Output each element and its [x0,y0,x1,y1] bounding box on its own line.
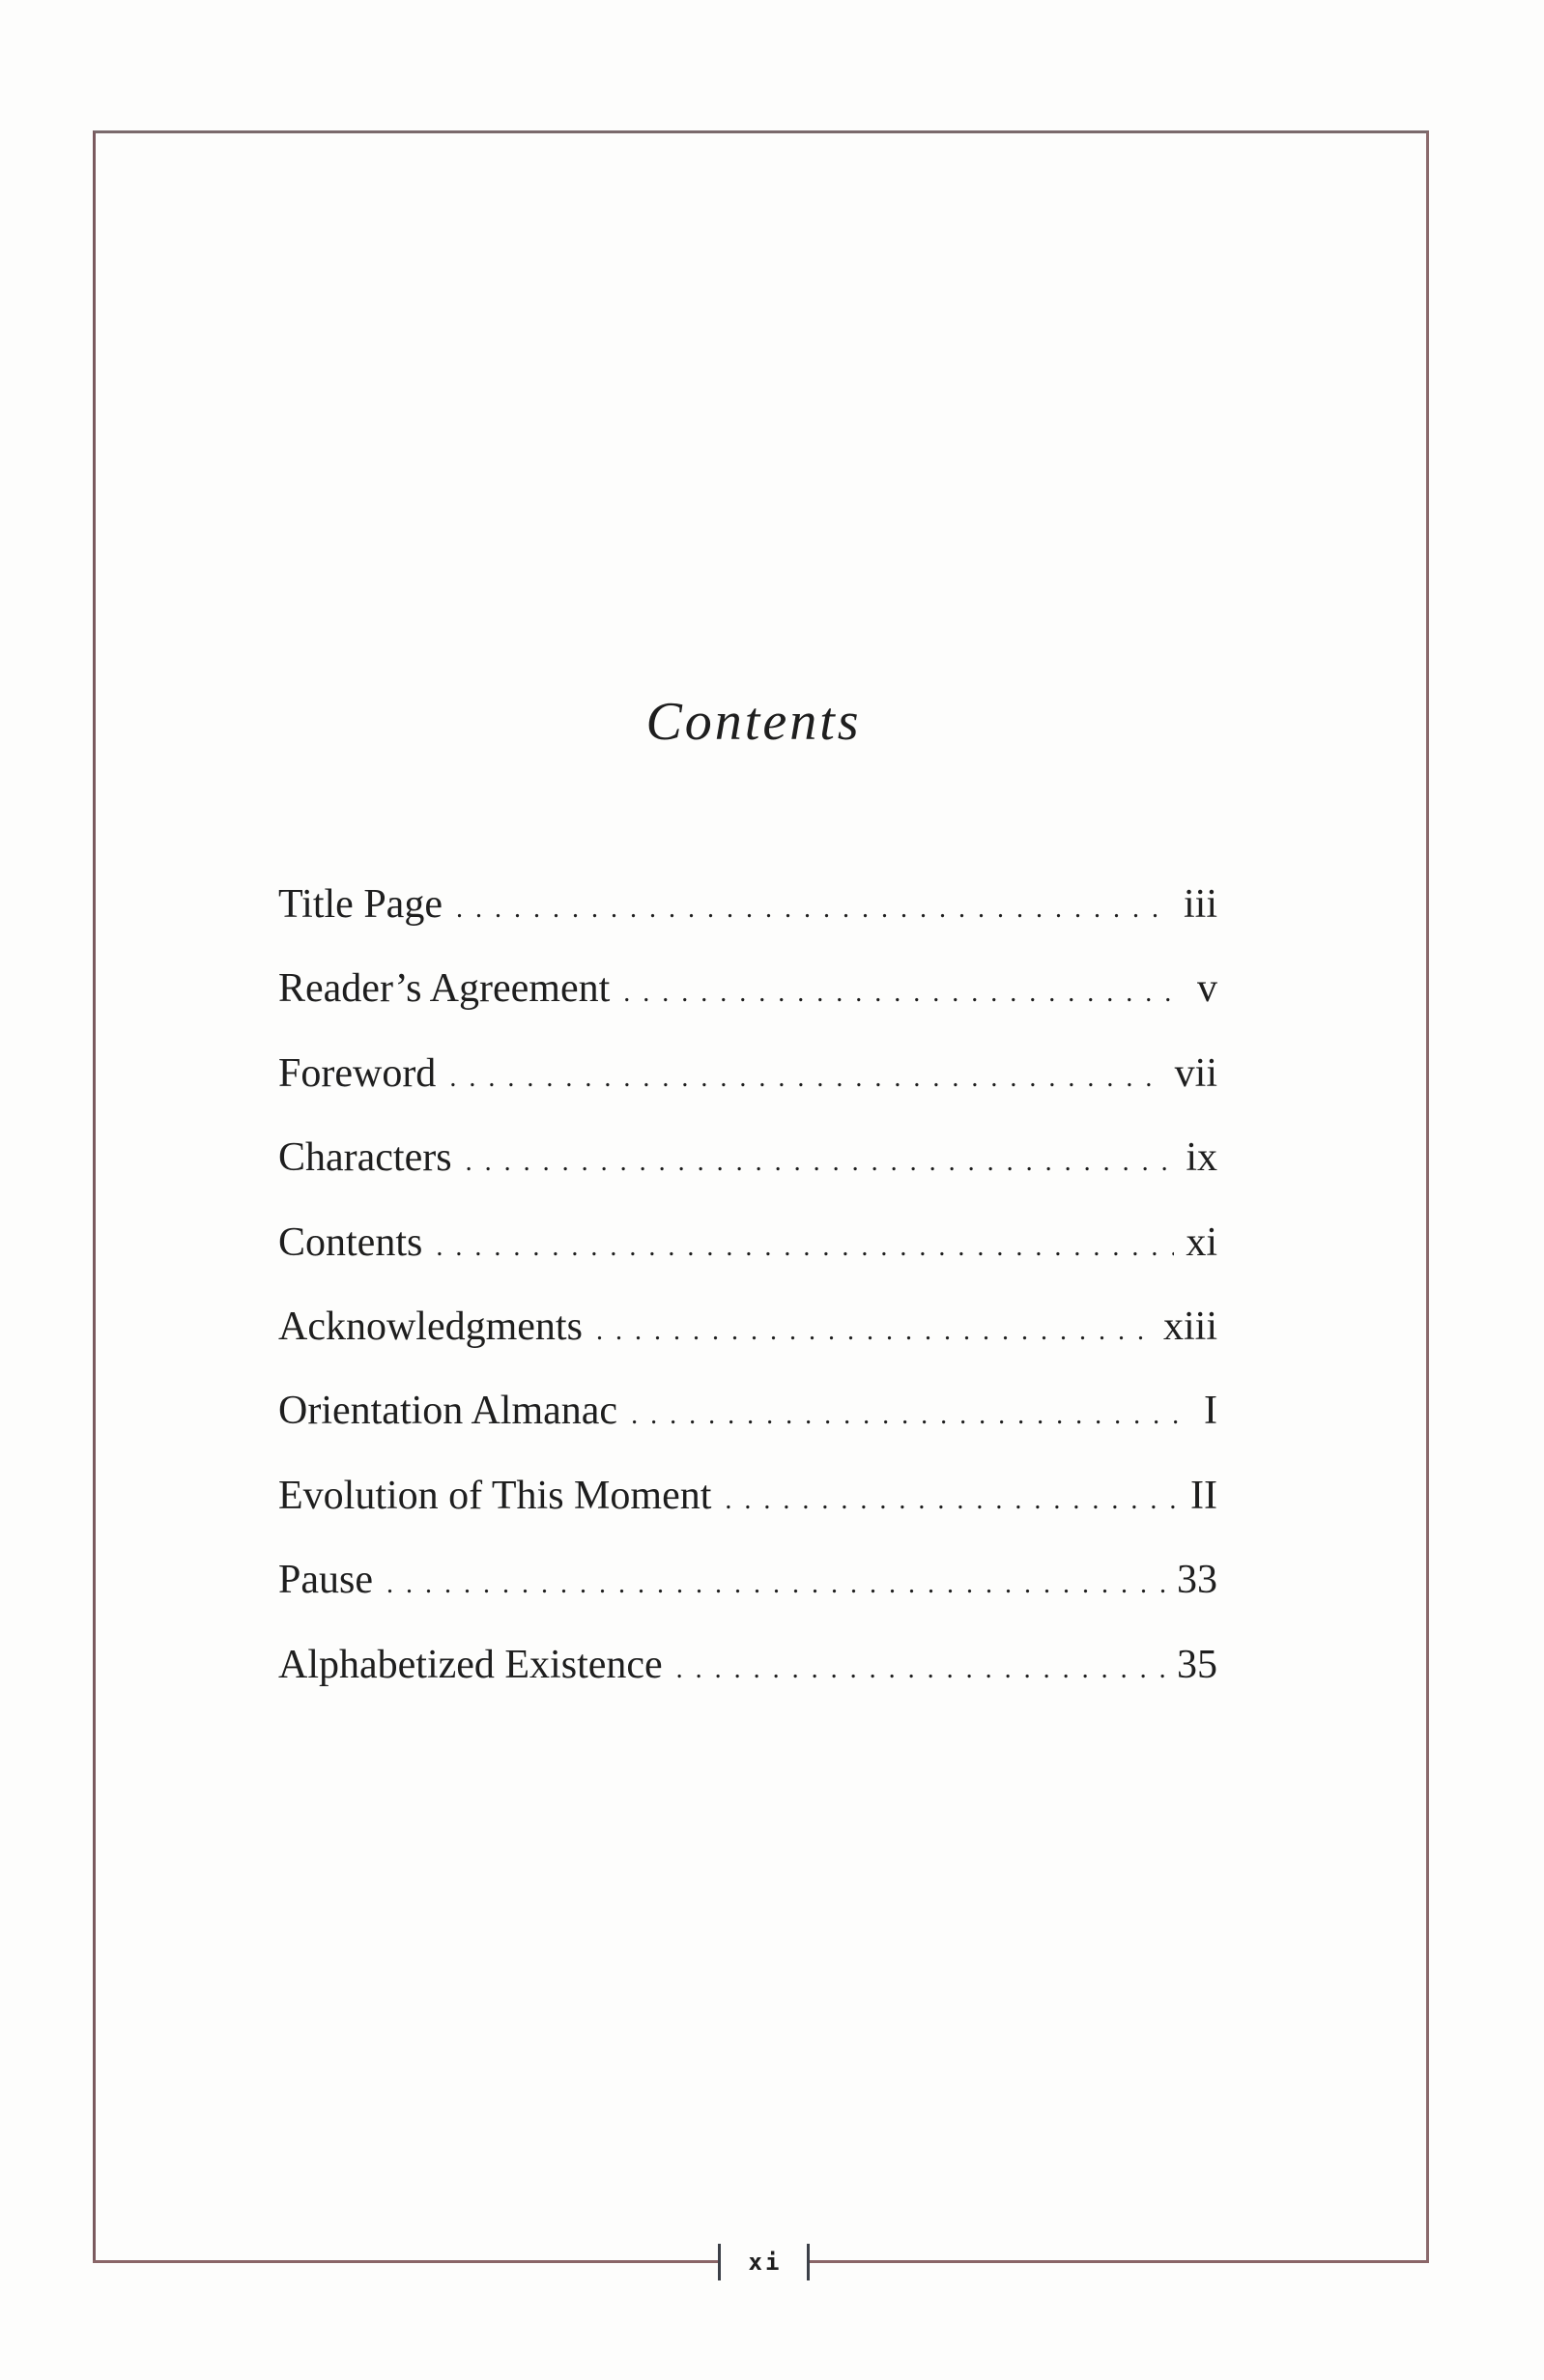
toc-entry-page: v [1197,966,1217,1012]
toc-entry-page: xi [1186,1219,1217,1265]
dot-leader [623,978,1186,1009]
toc-entry-label: Orientation Almanac [278,1389,618,1434]
bottom-border-left [93,2260,721,2263]
toc-entry-page: I [1204,1389,1217,1434]
toc-entry[interactable] [278,1219,1217,1304]
toc-entry[interactable] [278,1134,1217,1219]
dot-leader [456,894,1172,925]
dot-leader [449,1063,1162,1094]
toc-entry[interactable] [278,1473,1217,1557]
dot-leader [436,1232,1174,1263]
toc-entry-label: Foreword [278,1050,437,1096]
toc-entry-page: 33 [1177,1558,1217,1603]
toc-entry-page: xiii [1162,1304,1217,1349]
toc-entry-page: iii [1183,882,1217,927]
toc-entry-label: Title Page [278,882,443,927]
toc-entry-page: 35 [1177,1642,1217,1687]
toc-entry[interactable] [278,1050,1217,1134]
page-title: Contents [645,692,862,752]
toc-entry-label: Reader’s Agreement [278,966,611,1012]
toc-entry[interactable] [278,881,1217,965]
toc-entry-label: Characters [278,1135,452,1181]
toc-entry-label: Alphabetized Existence [278,1642,663,1687]
toc-entry[interactable] [278,965,1217,1049]
toc-entry[interactable] [278,1557,1217,1641]
toc-entry-page: vii [1174,1050,1217,1096]
toc-entry[interactable] [278,1388,1217,1472]
dot-leader [386,1569,1165,1600]
toc-entry-label: Acknowledgments [278,1304,583,1349]
dot-leader [466,1147,1175,1178]
page-number: xi [748,2249,783,2276]
bottom-border-right [810,2260,1429,2263]
dot-leader [631,1400,1192,1431]
toc-entry-page: ix [1186,1135,1217,1181]
toc-entry[interactable] [278,1304,1217,1388]
toc-entry-label: Contents [278,1219,423,1265]
dot-leader [596,1316,1152,1347]
table-of-contents [278,881,1217,1726]
toc-entry-label: Pause [278,1558,373,1603]
toc-entry-page: II [1190,1473,1217,1518]
dot-leader [725,1485,1179,1516]
toc-entry[interactable] [278,1642,1217,1726]
toc-entry-label: Evolution of This Moment [278,1473,712,1518]
dot-leader [676,1654,1165,1685]
